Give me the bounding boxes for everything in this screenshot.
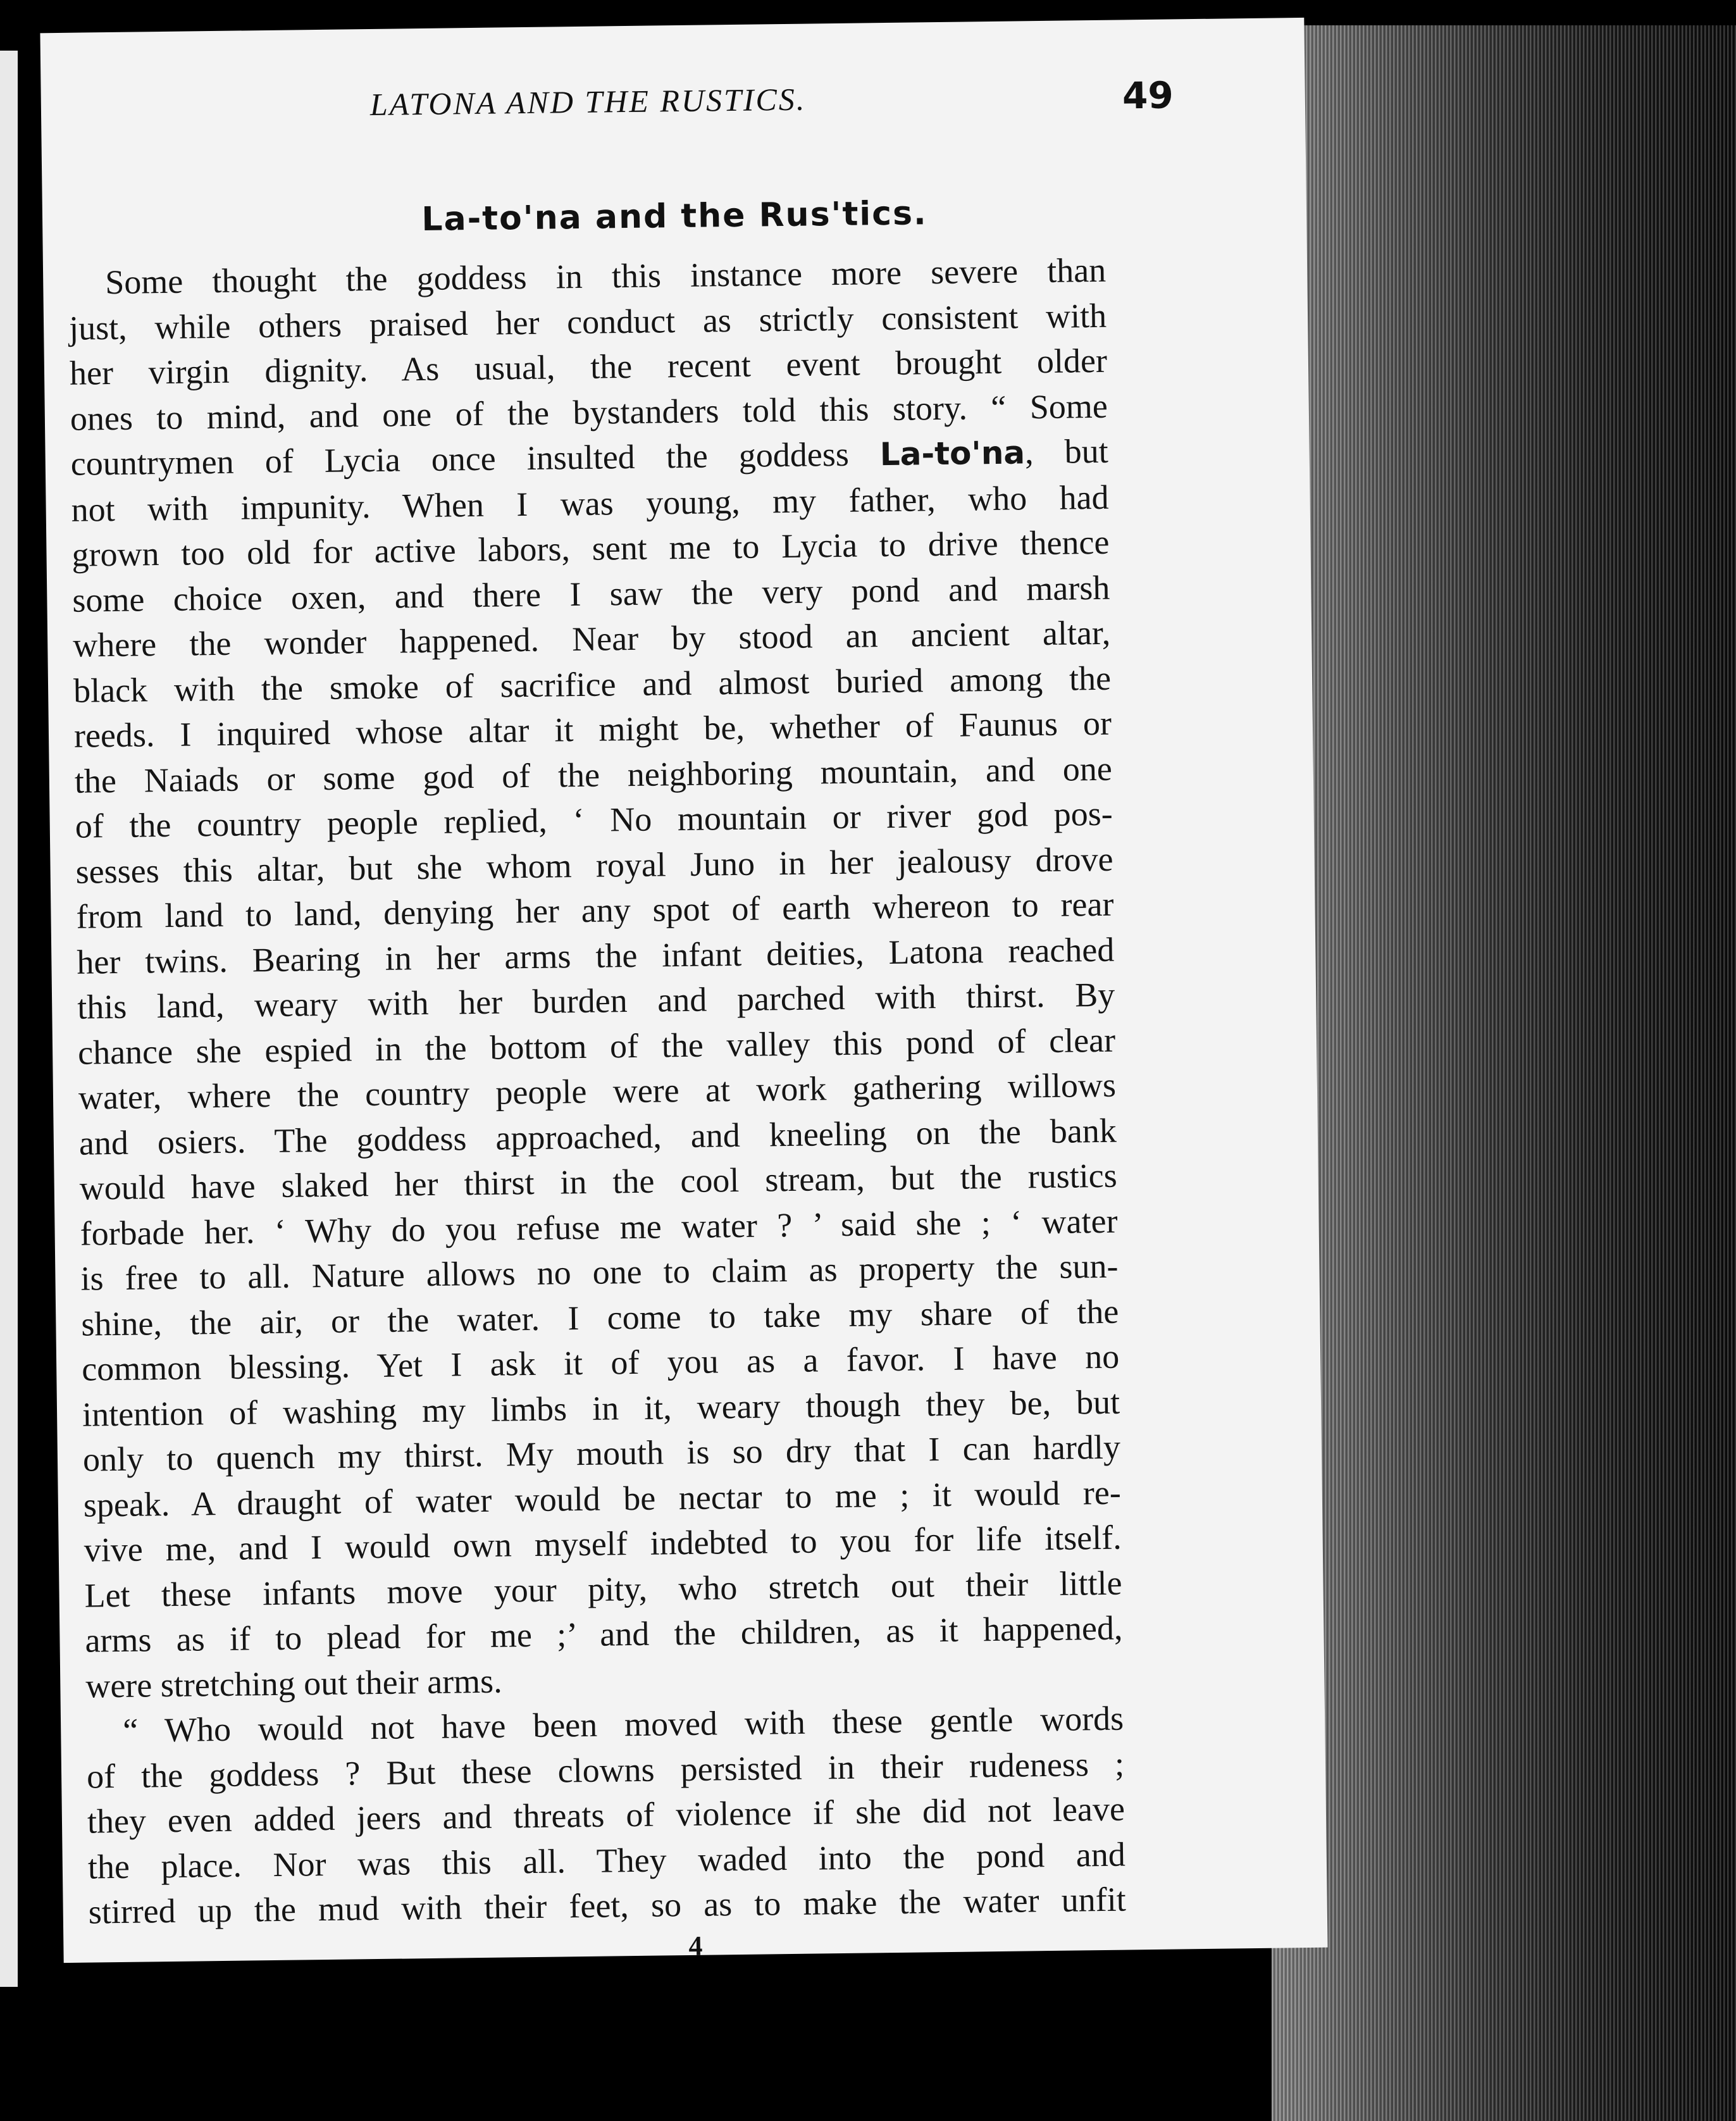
text-line: from land to land, denying her any spot of earth whereon to rear [76, 885, 1114, 936]
text-segment: , but [1024, 432, 1109, 471]
text-line: is free to all. Nature allows no one to claim as property the sun- [80, 1247, 1119, 1298]
text-line: chance she espied in the bottom of the valley this pond of clear [77, 1021, 1116, 1072]
text-line: vive me, and I would own myself indebted to you for life itself. [84, 1518, 1122, 1569]
text-line: the Naiads or some god of the neighboring mountain, and one [74, 749, 1113, 800]
body-text [68, 248, 1126, 1935]
text-line: grown too old for active labors, sent me to Lycia to drive thence [71, 523, 1110, 574]
text-line: this land, weary with her burden and parched with thirst. By [77, 975, 1115, 1026]
running-title: LATONA AND THE RUSTICS. [369, 81, 807, 122]
text-line: stirred up the mud with their feet, so as to make the water unfit [88, 1880, 1126, 1931]
text-line: Some thought the goddess in this instance more severe than [104, 251, 1107, 302]
text-line: speak. A draught of water would be nectar to me ; it would re- [83, 1473, 1122, 1524]
text-line: intention of washing my limbs in it, weary though they be, but [82, 1383, 1120, 1434]
book-fore-edge [1272, 25, 1736, 2121]
text-line: and osiers. The goddess approached, and kneeling on the bank [78, 1111, 1117, 1162]
text-line: of the goddess ? But these clowns persisted in their rudeness ; [86, 1745, 1125, 1796]
text-line: the place. Nor was this all. They waded into the pond and [87, 1835, 1126, 1886]
text-segment: countrymen of Lycia once insulted the goddess [70, 435, 850, 483]
text-line: ones to mind, and one of the bystanders told this story. “ Some [70, 387, 1108, 438]
text-line: forbade her. ‘ Why do you refuse me water ? ’ said she ; ‘ water [80, 1202, 1118, 1253]
text-line: they even added jeers and threats of violence if she did not leave [87, 1789, 1125, 1841]
text-line: not with impunity. When I was young, my father, who had [71, 478, 1109, 529]
text-line: shine, the air, or the water. I come to take my share of the [81, 1292, 1119, 1343]
text-line: water, where the country people were at work gathering willows [78, 1066, 1117, 1117]
text-line: were stretching out their arms. [85, 1662, 502, 1705]
emphasized-name: La-to'na [879, 434, 1026, 473]
paragraph [68, 248, 1124, 1709]
text-line: just, while others praised her conduct as strictly consistent with [68, 296, 1107, 347]
text-line: common blessing. Yet I ask it of you as a favor. I have no [81, 1337, 1120, 1388]
text-line: would have slaked her thirst in the cool stream, but the rustics [79, 1156, 1117, 1207]
text-line: her twins. Bearing in her arms the infant deities, Latona reached [77, 930, 1115, 981]
text-line: reeds. I inquired whose altar it might be, whether of Faunus or [73, 704, 1112, 755]
text-line: arms as if to plead for me ;’ and the children, as it happened, [85, 1608, 1123, 1660]
text-line: only to quench my thirst. My mouth is so dry that I can hardly [82, 1427, 1121, 1479]
chapter-title: La-to'na and the Rus'tics. [421, 194, 928, 239]
text-line: of the country people replied, ‘ No mountain or river god pos- [75, 794, 1113, 845]
page-number: 49 [1122, 73, 1174, 118]
text-line: Let these infants move your pity, who stretch out their little [84, 1564, 1122, 1615]
paragraph [86, 1696, 1126, 1936]
page-header [313, 73, 1212, 144]
text-line: sesses this altar, but she whom royal Juno in her jealousy drove [75, 840, 1113, 891]
text-line: her virgin dignity. As usual, the recent event brought older [69, 341, 1108, 392]
facing-page-edge [0, 51, 18, 1987]
book-page [40, 18, 1327, 1963]
signature-mark: 4 [688, 1930, 703, 1962]
text-line: some choice oxen, and there I saw the very pond and marsh [72, 568, 1110, 619]
text-line: where the wonder happened. Near by stood an ancient altar, [72, 613, 1111, 664]
text-line: “ Who would not have been moved with these gentle words [122, 1699, 1124, 1750]
text-line: black with the smoke of sacrifice and almost buried among the [73, 659, 1112, 710]
